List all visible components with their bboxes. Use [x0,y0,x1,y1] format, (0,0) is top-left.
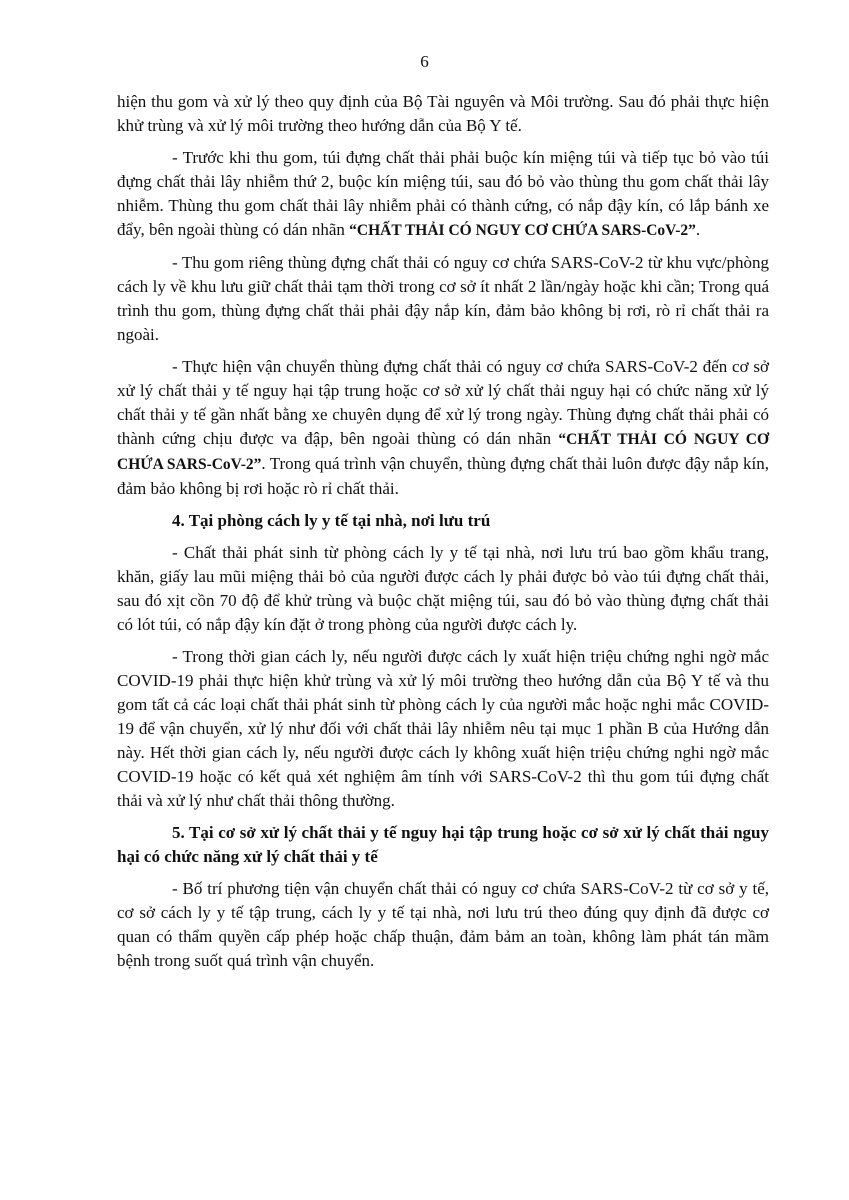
paragraph-isolation-symptoms: - Trong thời gian cách ly, nếu người được cách ly xuất hiện triệu chứng nghi ngờ mắc COVID-19 phải thực hiện khử trùng và xử lý môi trường theo hướng dẫn của Bộ Y tế và thu gom tất cả các loại chất thải phát sinh từ phòng cách ly của người mắc hoặc nghi mắc COVID-19 để vận chuyển, xử lý như đối với chất thải lây nhiễm nêu tại mục 1 phần B của Hướng dẫn này. Hết thời gian cách ly, nếu người được cách ly không xuất hiện triệu chứng nghi ngờ mắc COVID-19 hoặc có kết quả xét nghiệm âm tính với SARS-CoV-2 thì thu gom túi đựng chất thải và xử lý như chất thải thông thường. [117,647,769,810]
section-heading-5: 5. Tại cơ sở xử lý chất thải y tế nguy hại tập trung hoặc cơ sở xử lý chất thải nguy hại có chức năng xử lý chất thải y tế [117,823,769,866]
paragraph-separate-collection: - Thu gom riêng thùng đựng chất thải có nguy cơ chứa SARS-CoV-2 từ khu vực/phòng cách ly về khu lưu giữ chất thải tạm thời trong cơ sở ít nhất 2 lần/ngày hoặc khi cần; Trong quá trình thu gom, thùng đựng chất thải phải đậy nắp kín, đảm bảo không bị rơi, rò rỉ chất thải ra ngoài. [117,253,769,344]
paragraph-text-end: . [695,220,701,239]
paragraph-text-end: . Trong quá trình vận chuyển, thùng đựng chất thải luôn được đậy nắp kín, đảm bảo không bị rơi hoặc rò rỉ chất thải. [117,454,769,498]
section-heading-4: 4. Tại phòng cách ly y tế tại nhà, nơi lưu trú [172,511,491,530]
paragraph-home-isolation-waste: - Chất thải phát sinh từ phòng cách ly y tế tại nhà, nơi lưu trú bao gồm khẩu trang, khăn, giấy lau mũi miệng thải bỏ của người được cách ly phải được bỏ vào túi đựng chất thải, sau đó xịt cồn 70 độ để khử trùng và buộc chặt miệng túi, sau đó bỏ vào thùng đựng chất thải có lót túi, có nắp đậy kín đặt ở trong phòng của người được cách ly. [117,543,769,634]
paragraph-continuation: hiện thu gom và xử lý theo quy định của Bộ Tài nguyên và Môi trường. Sau đó phải thực hiện khử trùng và xử lý môi trường theo hướng dẫn của Bộ Y tế. [117,92,769,135]
waste-label-text: “CHẤT THẢI CÓ NGUY CƠ CHỨA SARS-CoV-2” [117,431,770,473]
paragraph-transport [117,355,769,501]
paragraph-text: - Trước khi thu gom, túi đựng chất thải phải buộc kín miệng túi và tiếp tục bỏ vào túi đựng chất thải lây nhiễm thứ 2, buộc kín miệng túi, sau đó bỏ vào thùng thu gom chất thải lây nhiễm. Thùng thu gom chất thải lây nhiễm phải có thành cứng, có nắp đậy kín, có lắp bánh xe đẩy, bên ngoài thùng có dán nhãn [117,148,769,239]
waste-label-text: “CHẤT THẢI CÓ NGUY CƠ CHỨA SARS-CoV-2” [349,222,696,239]
paragraph-transport-vehicles: - Bố trí phương tiện vận chuyển chất thải có nguy cơ chứa SARS-CoV-2 từ cơ sở y tế, cơ sở cách ly y tế tập trung, cách ly y tế tại nhà, nơi lưu trú theo đúng quy định đã được cơ quan có thẩm quyền cấp phép hoặc chấp thuận, đảm bảm an toàn, không làm phát tán mầm bệnh trong suốt quá trình vận chuyển. [117,879,769,970]
page-number: 6 [420,52,429,71]
paragraph-before-collection [117,146,769,243]
page-body [117,90,769,981]
paragraph-text: - Thực hiện vận chuyển thùng đựng chất thải có nguy cơ chứa SARS-CoV-2 đến cơ sở xử lý chất thải y tế nguy hại tập trung hoặc cơ sở xử lý chất thải nguy hại có chức năng xử lý chất thải y tế gần nhất bằng xe chuyên dụng để xử lý trong ngày. Thùng đựng chất thải phải có thành cứng chịu được va đập, bên ngoài thùng có dán nhãn [117,357,769,448]
